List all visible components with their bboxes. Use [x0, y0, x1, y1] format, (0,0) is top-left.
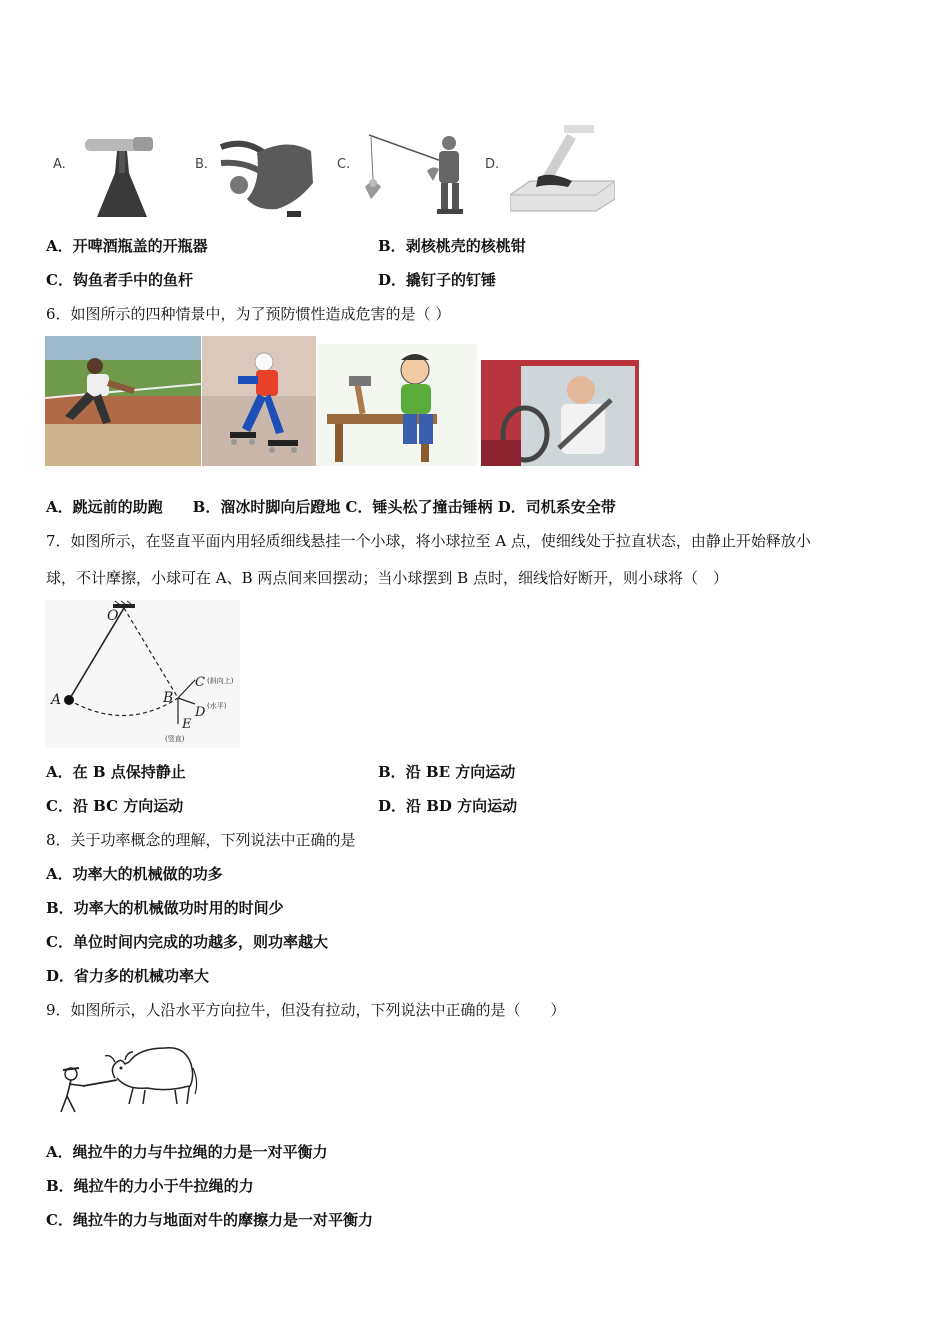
label-e: E: [182, 717, 192, 732]
label-o: O: [107, 608, 119, 624]
q8-option-c[interactable]: C．单位时间内完成的功越多，则功率越大: [46, 933, 328, 951]
q9-figure: [55, 1038, 200, 1120]
q8-option-a[interactable]: A．功率大的机械做的功多: [46, 865, 223, 883]
long-jump-photo: [45, 336, 201, 466]
q5-label-c: C.: [337, 157, 351, 172]
q5-figure: [45, 125, 625, 220]
q5-label-a: A.: [53, 157, 66, 172]
nutcracker-image: [217, 133, 317, 217]
q8-option-b[interactable]: B．功率大的机械做功时用的时间少: [46, 899, 284, 917]
q6-options[interactable]: A．跳远前的助跑 B．溜冰时脚向后蹬地 C．锤头松了撞击锤柄 D．司机系安全带: [46, 498, 616, 516]
q5-option-a[interactable]: A．开啤酒瓶盖的开瓶器: [46, 237, 208, 255]
q9-stem: 9．如图所示，人沿水平方向拉牛，但没有拉动，下列说法中正确的是（ ）: [46, 1001, 566, 1019]
label-c: C: [195, 675, 205, 690]
label-e-note: (竖直): [165, 735, 185, 743]
q9-option-c[interactable]: C．绳拉牛的力与地面对牛的摩擦力是一对平衡力: [46, 1211, 373, 1229]
q5-option-b[interactable]: B．剥核桃壳的核桃钳: [378, 237, 526, 255]
q7-option-a[interactable]: A．在 B 点保持静止: [46, 763, 186, 781]
label-d-note: (水平): [207, 702, 227, 710]
label-a: A: [51, 692, 62, 708]
label-c-note: (斜向上): [207, 677, 234, 685]
bottle-opener-image: [83, 133, 171, 217]
claw-hammer-image: [510, 125, 615, 215]
hammer-cartoon: [317, 344, 477, 466]
fisherman-image: [363, 129, 475, 217]
q5-option-c[interactable]: C．钩鱼者手中的鱼杆: [46, 271, 193, 289]
q9-option-b[interactable]: B．绳拉牛的力小于牛拉绳的力: [46, 1177, 254, 1195]
seatbelt-driver-photo: [481, 360, 639, 466]
q9-option-a[interactable]: A．绳拉牛的力与牛拉绳的力是一对平衡力: [46, 1143, 328, 1161]
q8-option-d[interactable]: D．省力多的机械功率大: [46, 967, 210, 985]
q6-stem: 6．如图所示的四种情景中，为了预防惯性造成危害的是（ ）: [46, 305, 451, 323]
roller-skater-photo: [202, 336, 316, 466]
q7-option-d[interactable]: D．沿 BD 方向运动: [378, 797, 518, 815]
q5-label-b: B.: [195, 157, 209, 172]
q5-option-d[interactable]: D．撬钉子的钉锤: [378, 271, 497, 289]
person-pulling-ox-drawing: [55, 1038, 200, 1120]
q5-label-d: D.: [485, 157, 500, 172]
q7-stem-line2: 球，不计摩擦，小球可在 A、B 两点间来回摆动；当小球摆到 B 点时，细线恰好断开，则小球将（ ）: [46, 569, 728, 587]
q7-option-c[interactable]: C．沿 BC 方向运动: [46, 797, 184, 815]
q7-option-b[interactable]: B．沿 BE 方向运动: [378, 763, 516, 781]
q7-pendulum-figure: [45, 600, 240, 748]
label-d: D: [195, 705, 206, 720]
q7-stem-line1: 7．如图所示，在竖直平面内用轻质细线悬挂一个小球，将小球拉至 A 点，使细线处于拉直状态，由静止开始释放小: [46, 532, 811, 550]
label-b: B: [163, 690, 174, 706]
pendulum-diagram: [45, 600, 240, 748]
q6-figure: [45, 336, 640, 466]
q8-stem: 8．关于功率概念的理解，下列说法中正确的是: [46, 831, 356, 849]
